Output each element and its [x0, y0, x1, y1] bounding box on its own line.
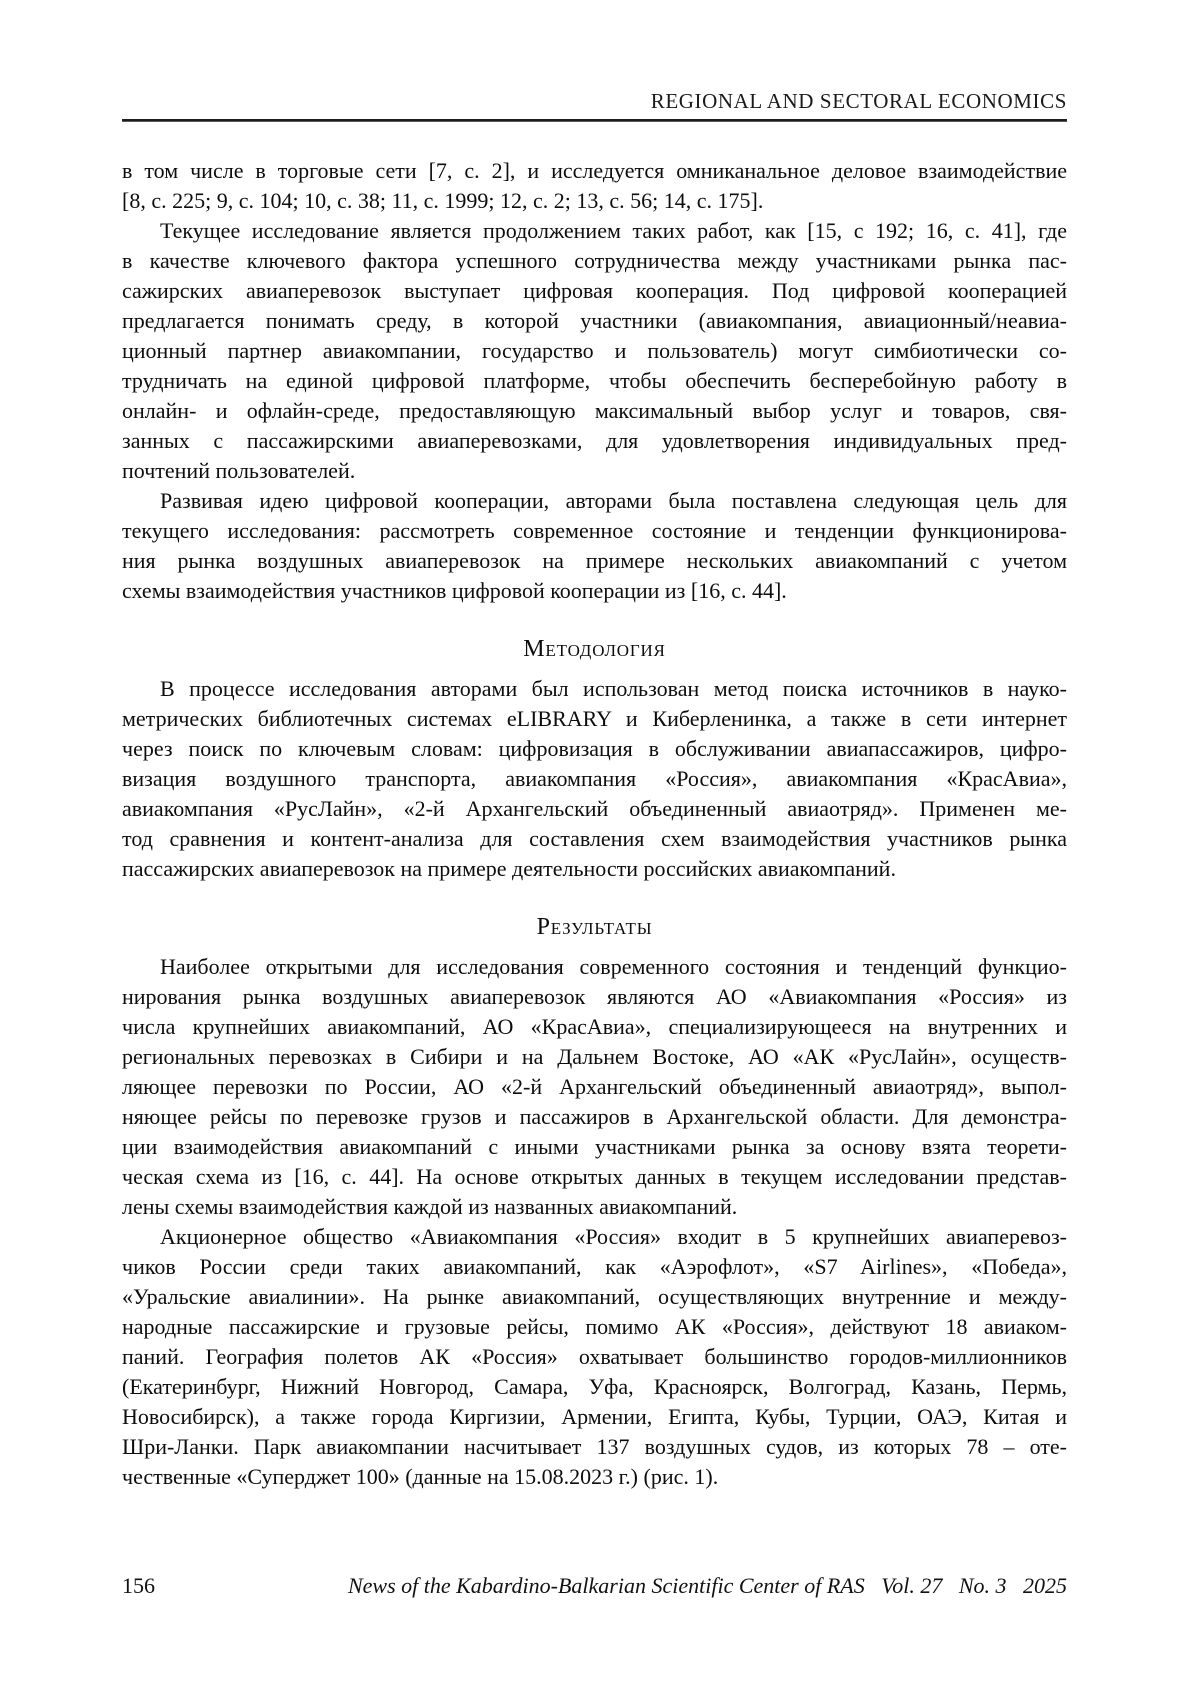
text-line: чиков России среди таких авиакомпаний, как «Аэрофлот», «S7 Airlines», «Победа»,	[122, 1254, 1067, 1279]
text-line: региональных перевозках в Сибири и на Дальнем Востоке, АО «АК «РусЛайн», осуществ-	[122, 1044, 1067, 1069]
text-line: Наиболее открытыми для исследования современного состояния и тенденций функцио-	[160, 954, 1067, 979]
text-line: сажирских авиаперевозок выступает цифровая кооперация. Под цифровой кооперацией	[122, 278, 1067, 303]
text-line: ционный партнер авиакомпании, государство и пользователь) могут симбиотически со-	[122, 338, 1067, 363]
text-line: трудничать на единой цифровой платформе, чтобы обеспечить бесперебойную работу в	[122, 368, 1067, 393]
text-line: тод сравнения и контент-анализа для составления схем взаимодействия участников рынка	[122, 826, 1067, 851]
text-line: Текущее исследование является продолжением таких работ, как [15, с 192; 16, с. 41], где	[160, 218, 1067, 243]
text-line: ляющее перевозки по России, АО «2-й Архангельский объединенный авиаотряд», выпол-	[122, 1074, 1067, 1099]
text-line: числа крупнейших авиакомпаний, АО «КрасАвиа», специализирующееся на внутренних и	[122, 1014, 1067, 1039]
text-line: народные пассажирские и грузовые рейсы, помимо АК «Россия», действуют 18 авиаком-	[122, 1314, 1067, 1339]
text-line: визация воздушного транспорта, авиакомпания «Россия», авиакомпания «КрасАвиа»,	[122, 766, 1067, 791]
text-line: чественные «Суперджет 100» (данные на 15.08.2023 г.) (рис. 1).	[122, 1464, 719, 1489]
text-line: текущего исследования: рассмотреть современное состояние и тенденции функционирова-	[122, 518, 1067, 543]
text-line: [8, с. 225; 9, с. 104; 10, с. 38; 11, с. 1999; 12, с. 2; 13, с. 56; 14, с. 175].	[122, 188, 764, 213]
text-line: ческая схема из [16, с. 44]. На основе открытых данных в текущем исследовании представ-	[122, 1164, 1067, 1189]
journal-citation: News of the Kabardino-Balkarian Scientific Center of RAS Vol. 27 No. 3 2025	[347, 1573, 1067, 1598]
paragraph	[122, 1222, 1067, 1492]
running-title: REGIONAL AND SECTORAL ECONOMICS	[650, 89, 1067, 113]
section-heading: Результаты	[536, 914, 653, 940]
text-line: схемы взаимодействия участников цифровой кооперации из [16, с. 44].	[122, 578, 787, 603]
text-line: в качестве ключевого фактора успешного сотрудничества между участниками рынка пас-	[122, 248, 1067, 273]
text-line: пассажирских авиаперевозок на примере деятельности российских авиакомпаний.	[122, 856, 896, 881]
text-line: метрических библиотечных системах eLIBRARY и Киберленинка, а также в сети интернет	[122, 706, 1067, 731]
text-line: няющее рейсы по перевозке грузов и пассажиров в Архангельской области. Для демонстра-	[122, 1104, 1067, 1129]
text-line: В процессе исследования авторами был использован метод поиска источников в науко-	[160, 676, 1067, 701]
text-line: «Уральские авиалинии». На рынке авиакомпаний, осуществляющих внутренние и между-	[122, 1284, 1067, 1309]
section-heading: Методология	[523, 636, 666, 662]
content	[122, 156, 1067, 1492]
text-line: (Екатеринбург, Нижний Новгород, Самара, Уфа, Красноярск, Волгоград, Казань, Пермь,	[122, 1374, 1067, 1399]
text-line: нирования рынка воздушных авиаперевозок являются АО «Авиакомпания «Россия» из	[122, 984, 1067, 1009]
text-line: занных с пассажирскими авиаперевозками, для удовлетворения индивидуальных пред-	[122, 428, 1067, 453]
text-line: почтений пользователей.	[122, 458, 356, 483]
paragraph	[122, 216, 1067, 486]
text-line: в том числе в торговые сети [7, с. 2], и исследуется омниканальное деловое взаимодействие	[122, 158, 1067, 183]
footer	[122, 1572, 1067, 1600]
text-line: авиакомпания «РусЛайн», «2-й Архангельский объединенный авиаотряд». Применен ме-	[122, 796, 1067, 821]
text-line: через поиск по ключевым словам: цифровизация в обслуживании авиапассажиров, цифро-	[122, 736, 1067, 761]
paragraph	[122, 486, 1067, 606]
paragraph	[122, 952, 1067, 1222]
page-number: 156	[122, 1573, 155, 1598]
text-line: Новосибирск), а также города Киргизии, Армении, Египта, Кубы, Турции, ОАЭ, Китая и	[122, 1404, 1067, 1429]
text-line: паний. География полетов АК «Россия» охватывает большинство городов-миллионников	[122, 1344, 1067, 1369]
running-header	[122, 88, 1067, 122]
text-line: Развивая идею цифровой кооперации, авторами была поставлена следующая цель для	[160, 488, 1067, 513]
text-line: предлагается понимать среду, в которой участники (авиакомпания, авиационный/неавиа-	[122, 308, 1067, 333]
text-line: Шри-Ланки. Парк авиакомпании насчитывает 137 воздушных судов, из которых 78 – оте-	[122, 1434, 1067, 1459]
text-line: ния рынка воздушных авиаперевозок на примере нескольких авиакомпаний с учетом	[122, 548, 1067, 573]
paragraph	[122, 156, 1067, 216]
text-line: Акционерное общество «Авиакомпания «Россия» входит в 5 крупнейших авиаперевоз-	[160, 1224, 1067, 1249]
text-line: ции взаимодействия авиакомпаний с иными участниками рынка за основу взята теорети-	[122, 1134, 1067, 1159]
header-rule	[122, 119, 1067, 122]
text-line: онлайн- и офлайн-среде, предоставляющую максимальный выбор услуг и товаров, свя-	[122, 398, 1067, 423]
text-line: лены схемы взаимодействия каждой из названных авиакомпаний.	[122, 1194, 738, 1219]
paragraph	[122, 674, 1067, 884]
